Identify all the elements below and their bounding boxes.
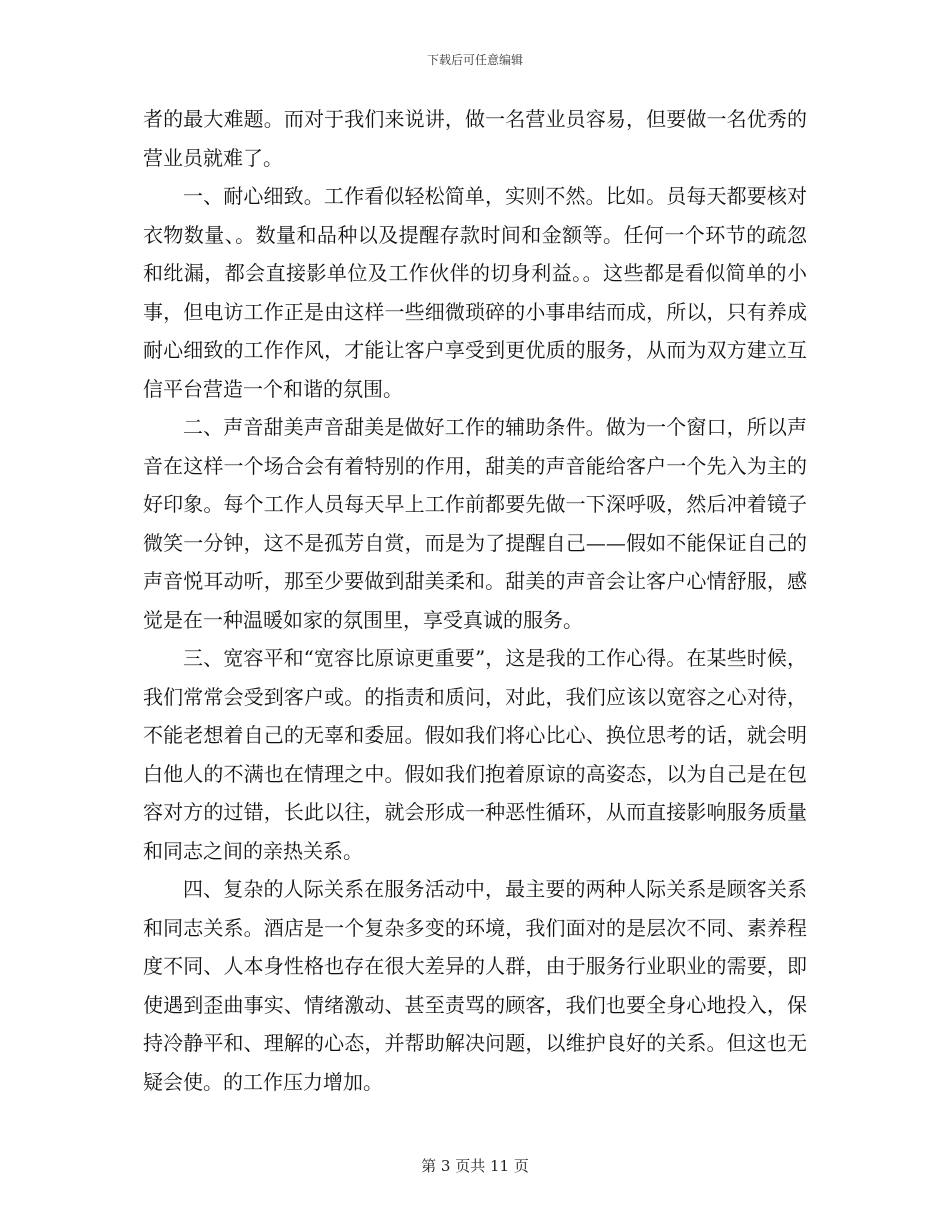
paragraph-continuation: 者的最大难题。而对于我们来说讲，做一名营业员容易，但要做一名优秀的营业员就难了。 xyxy=(143,107,807,170)
document-body xyxy=(143,100,807,1101)
paragraph-sweet-voice: 二、声音甜美声音甜美是做好工作的辅助条件。做为一个窗口，所以声音在这样一个场合会有着特别的作用，甜美的声音能给客户一个先入为主的好印象。每个工作人员每天早上工作前都要先做一下深呼吸，然后冲着镜子微笑一分钟，这不是孤芳自赏，而是为了提醒自己——假如不能保证自己的声音悦耳动听，那至少要做到甜美柔和。甜美的声音会让客户心情舒服，感觉是在一种温暖如家的氛围里，享受真诚的服务。 xyxy=(143,415,807,632)
paragraph-patience: 一、耐心细致。工作看似轻松简单，实则不然。比如。员每天都要核对衣物数量、。数量和品种以及提醒存款时间和金额等。任何一个环节的疏忽和纰漏，都会直接影单位及工作伙伴的切身利益。。这些都是看似简单的小事，但电访工作正是由这样一些细微琐碎的小事串结而成，所以，只有养成耐心细致的工作作风，才能让客户享受到更优质的服务，从而为双方建立互信平台营造一个和谐的氛围。 xyxy=(143,184,807,401)
page-header-note: 下载后可任意编辑 xyxy=(426,53,523,67)
paragraph-relationships: 四、复杂的人际关系在服务活动中，最主要的两种人际关系是顾客关系和同志关系。酒店是一个复杂多变的环境，我们面对的是层次不同、素养程度不同、人本身性格也存在很大差异的人群，由于服务行业职业的需要，即使遇到歪曲事实、情绪激动、甚至责骂的顾客，我们也要全身心地投入，保持冷静平和、理解的心态，并帮助解决问题，以维护良好的关系。但这也无疑会使。的工作压力增加。 xyxy=(143,877,807,1094)
page-number-footer: 第 3 页共 11 页 xyxy=(421,1157,529,1175)
paragraph-tolerance: 三、宽容平和“宽容比原谅更重要”，这是我的工作心得。在某些时候，我们常常会受到客户或。的指责和质问，对此，我们应该以宽容之心对待，不能老想着自己的无辜和委屈。假如我们将心比心、换位思考的话，就会明白他人的不满也在情理之中。假如我们抱着原谅的高姿态，以为自己是在包容对方的过错，长此以往，就会形成一种恶性循环，从而直接影响服务质量和同志之间的亲热关系。 xyxy=(143,646,807,863)
